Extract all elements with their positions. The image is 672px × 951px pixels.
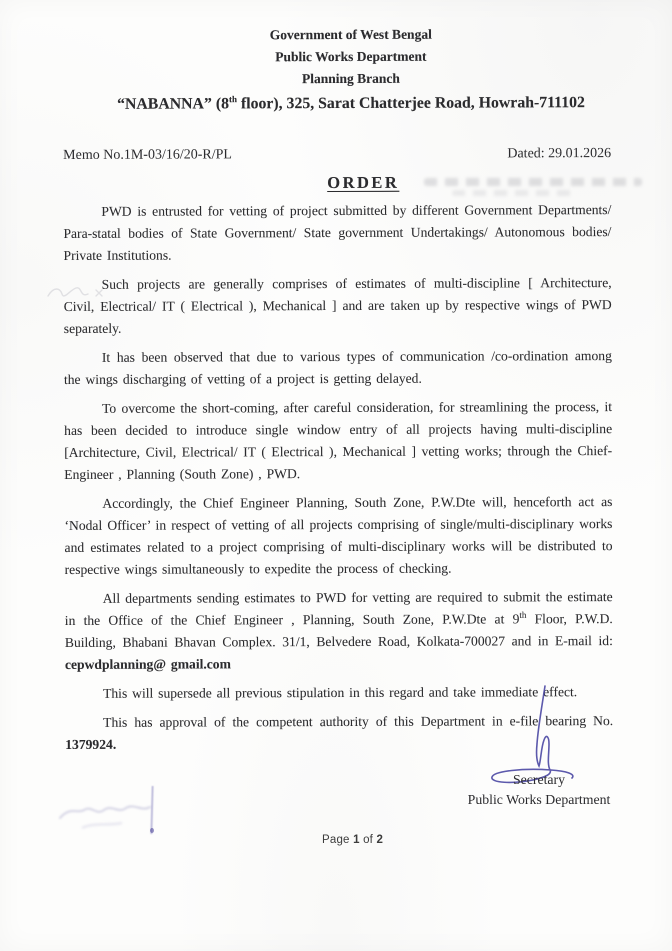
memo-number: Memo No.1M-03/16/20-R/PL — [63, 147, 232, 163]
letterhead-branch: Planning Branch — [301, 70, 400, 87]
efile-number: 1379924. — [65, 736, 117, 752]
footer-page-label: Page — [322, 834, 354, 846]
paragraph-1: PWD is entrusted for vetting of project submitted by different Government Departments/ Para-statal bodies of State Government/ State government Undertakings/ Autonomous bodies/ Private Institutions. — [63, 202, 612, 263]
letterhead-address — [77, 90, 625, 117]
ink-dot-artifact — [150, 828, 154, 833]
document-content — [63, 23, 614, 763]
pencil-scribble-artifact — [42, 278, 120, 308]
paragraph-7: This will supersede all previous stipulation in this regard and take immediate effect. — [103, 684, 578, 701]
paragraph-5: Accordingly, the Chief Engineer Planning, South Zone, P.W.Dte will, henceforth act as ‘Nodal Officer’ in respect of vetting of all projects comprising of single/multi-disciplinary works and estimates related to a project comprising of multi-disciplinary works will be distributed to respective wings simultaneously to expedite the process of checking. — [64, 494, 613, 577]
address-pre: “NABANNA” (8 — [117, 95, 229, 113]
memo-date: Dated: 29.01.2026 — [507, 146, 612, 162]
paragraph-6-superscript: th — [519, 609, 527, 620]
paragraph-3: It has been observed that due to various types of communication /co-ordination among the wings discharging of vetting of a project is getting delayed. — [63, 348, 612, 387]
bleedthrough-text-artifact — [424, 178, 642, 186]
paragraph-8-pre: This has approval of the competent authority of this Department in e-file bearing No. — [103, 713, 614, 730]
paragraph-8 — [65, 710, 613, 756]
address-superscript: th — [228, 94, 237, 105]
bleedthrough-text-artifact — [452, 190, 572, 196]
order-title: ORDER — [327, 172, 400, 193]
paragraph-6 — [65, 586, 613, 676]
letterhead-department: Public Works Department — [275, 48, 427, 65]
page-footer — [322, 834, 383, 846]
paragraph-6-pre: All departments sending estimates to PWD for vetting are required to submit the estimate in the Office of the Chief Engineer , Planning, South Zone, P.W.Dte at 9 — [64, 589, 613, 628]
footer-page-number: 1 — [353, 834, 360, 846]
signatory-department: Public Works Department — [467, 792, 611, 807]
paragraph-6-mid: Floor, P.W.D. Building, Bhabani Bhavan Complex. 31/1, Belvedere Road, Kolkata-700027 and in E-mail id: — [64, 611, 613, 650]
footer-page-total: 2 — [376, 834, 384, 846]
letterhead — [77, 23, 625, 117]
paragraph-4: To overcome the short-coming, after careful consideration, for streamlining the process, it has been decided to introduce single window entry of all projects having multi-discipline [Architecture, Civil, Electrical/ IT ( Electrical ), Mechanical ] vetting works; through the Chief-Engineer , Planning (South Zone) , PWD. — [64, 399, 613, 482]
paragraph-2: Such projects are generally comprises of estimates of multi-discipline [ Architecture, Civil, Electrical/ IT ( Electrical ), Mechanical ] and are taken up by respective wings of PWD separately. — [63, 275, 612, 336]
address-post: floor), 325, Sarat Chatterjee Road, Howrah-711102 — [236, 94, 585, 113]
email-id: cepwdplanning@ gmail.com — [64, 656, 231, 672]
signatory-title: Secretary — [512, 772, 566, 787]
order-body — [63, 199, 613, 756]
letterhead-government: Government of West Bengal — [269, 26, 432, 43]
footer-of-label: of — [359, 834, 377, 846]
memo-row — [63, 144, 611, 166]
